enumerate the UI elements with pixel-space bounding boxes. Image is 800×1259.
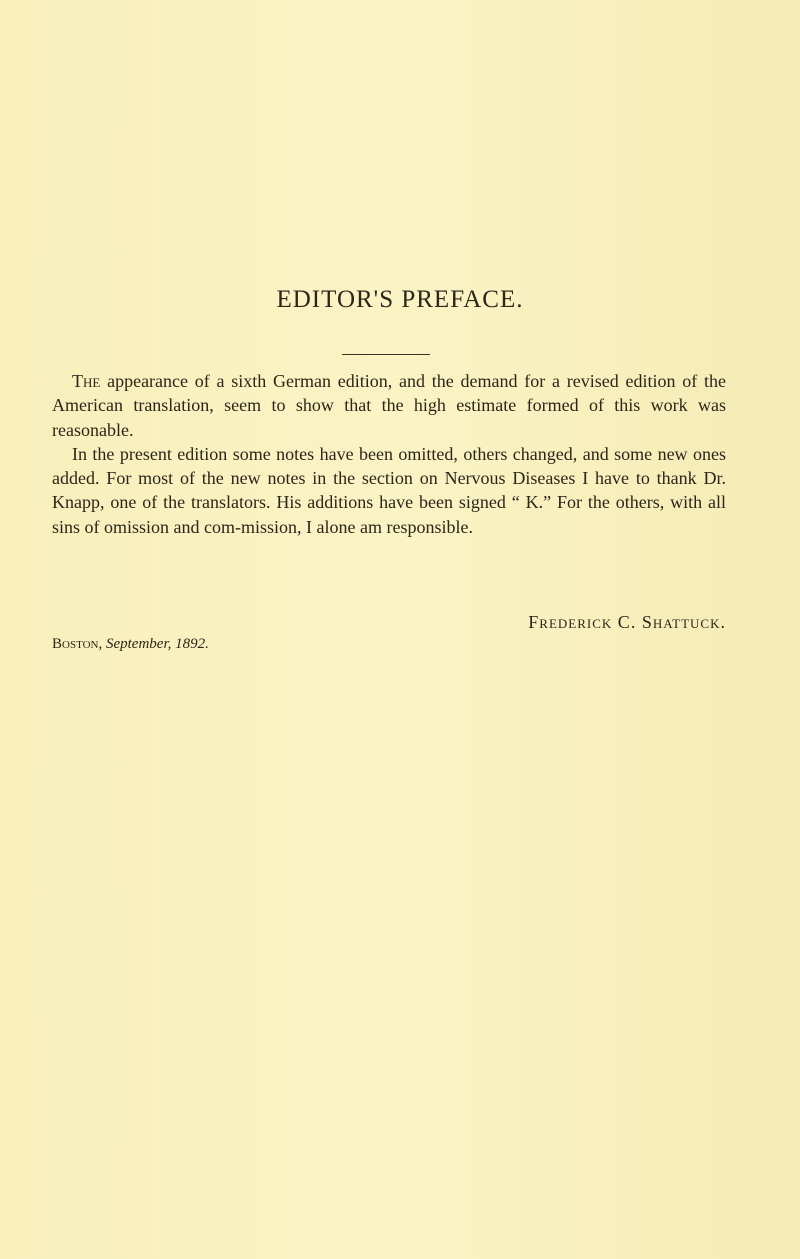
paragraph-1 (52, 369, 726, 442)
title-rule (342, 354, 430, 355)
paragraph-2 (52, 442, 726, 539)
place-city: Boston, (52, 636, 103, 652)
paragraph-text: appearance of a sixth German edition, and the demand for a revised edition of the American translation, seem to show that the high estimate formed of this work was reasonable. (52, 371, 726, 440)
signature: Frederick C. Shattuck. (528, 612, 726, 632)
preface-body (52, 369, 726, 539)
paragraph-lead: The (72, 371, 101, 391)
place-and-date (52, 636, 209, 653)
preface-title: EDITOR'S PREFACE. (276, 286, 524, 313)
place-date: September, 1892. (102, 636, 209, 652)
paragraph-text: In the present edition some notes have been omitted, others changed, and some new ones added. For most of the new notes in the section on Nervous Diseases I have to thank Dr. Knapp, one of the translators. His additions have been signed “ K.” For the others, with all sins of omission and com-mission, I alone am responsible. (52, 443, 726, 537)
